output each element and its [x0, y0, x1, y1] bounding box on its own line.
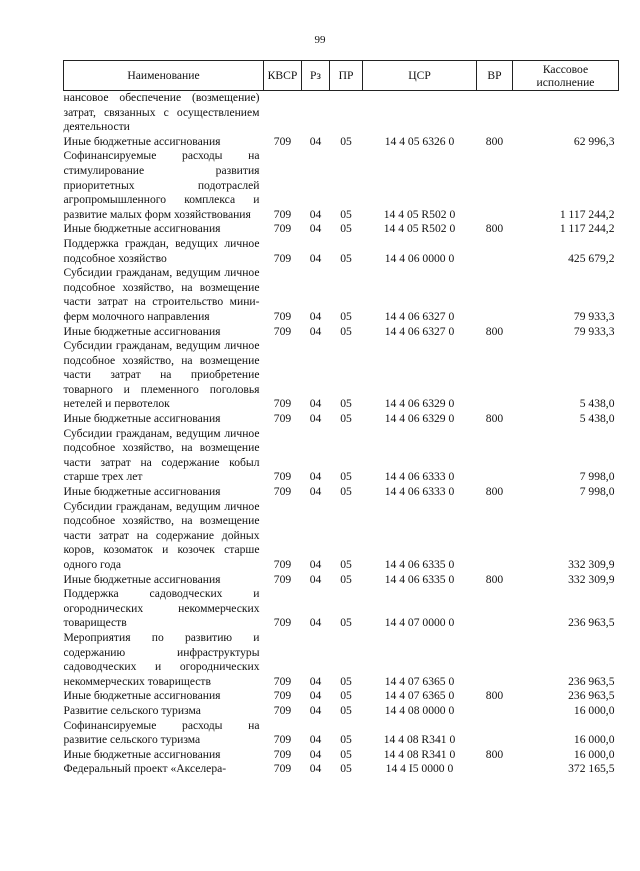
row-amount: 372 165,5 — [568, 762, 615, 776]
row-name: Субсидии гражданам, ведущим личное подсобное хозяйство, на возмещение части затрат на содержание дойных коров, козоматок и козочек старше одного года — [63, 499, 260, 571]
row-name: Поддержка граждан, ведущих личное подсобное хозяйство — [63, 236, 260, 265]
row-name: Развитие сельского туризма — [63, 703, 201, 717]
row-kvsr: 709 — [273, 134, 292, 148]
table-row — [64, 587, 619, 631]
row-vr — [477, 719, 513, 748]
row-name: Иные бюджетные ассигнования — [63, 412, 221, 426]
row-csr: 14 4 07 6365 0 — [384, 674, 455, 688]
row-amount: 16 000,0 — [573, 733, 615, 747]
row-rz: 04 — [309, 558, 322, 571]
row-vr: 800 — [485, 412, 504, 426]
row-rz: 04 — [309, 674, 322, 688]
row-vr: 800 — [485, 485, 504, 499]
row-vr: 800 — [485, 689, 504, 703]
table-row — [64, 325, 619, 340]
row-name: Федеральный проект «Акселера- — [63, 762, 227, 776]
row-vr — [477, 704, 513, 719]
row-kvsr: 709 — [273, 397, 292, 411]
table-row — [64, 266, 619, 324]
table-row — [64, 135, 619, 150]
header-rz: Рз — [302, 61, 330, 91]
row-pr: 05 — [340, 689, 352, 703]
row-name: Иные бюджетные ассигнования — [63, 324, 221, 338]
header-pr: ПР — [330, 61, 363, 91]
header-name: Наименование — [64, 61, 264, 91]
row-pr: 05 — [340, 470, 352, 484]
row-amount: 236 963,5 — [568, 674, 615, 688]
row-csr: 14 4 08 0000 0 — [384, 703, 455, 717]
row-csr: 14 4 I5 0000 0 — [385, 762, 454, 776]
row-pr: 05 — [340, 222, 352, 236]
row-amount: 62 996,3 — [573, 134, 615, 148]
row-kvsr: 709 — [273, 470, 292, 484]
row-csr: 14 4 05 R502 0 — [383, 222, 456, 236]
row-csr: 14 4 06 6333 0 — [384, 485, 455, 499]
row-kvsr: 709 — [273, 207, 292, 221]
row-rz: 04 — [309, 309, 322, 323]
row-pr: 05 — [340, 207, 352, 221]
row-name: Иные бюджетные ассигнования — [63, 222, 221, 236]
table-body — [64, 91, 619, 777]
row-csr: 14 4 07 0000 0 — [384, 616, 455, 630]
row-rz: 04 — [309, 134, 322, 148]
row-vr — [477, 266, 513, 324]
row-name: Иные бюджетные ассигнования — [63, 689, 221, 703]
row-vr: 800 — [485, 324, 504, 338]
row-pr: 05 — [340, 703, 352, 717]
row-name: Субсидии гражданам, ведущим личное подсобное хозяйство, на возмещение части затрат на приобретение товарного и племенного поголовья нетелей и первотелок — [63, 339, 260, 411]
row-rz: 04 — [309, 689, 322, 703]
row-csr: 14 4 06 6335 0 — [384, 572, 455, 586]
row-csr: 14 4 07 6365 0 — [384, 689, 455, 703]
row-csr: 14 4 06 0000 0 — [384, 251, 455, 265]
row-vr — [477, 427, 513, 485]
row-amount: 236 963,5 — [568, 616, 615, 630]
row-name: Субсидии гражданам, ведущим личное подсобное хозяйство, на возмещение части затрат на содержание кобыл старше трех лет — [63, 426, 260, 484]
row-csr: 14 4 05 6326 0 — [384, 134, 455, 148]
table-row — [64, 631, 619, 689]
row-pr: 05 — [340, 309, 352, 323]
row-pr: 05 — [340, 674, 352, 688]
row-name: Софинансируемые расходы на стимулирование развития приоритетных подотраслей агропромышленного комплекса и развитие малых форм хозяйствования — [63, 149, 260, 221]
table-row — [64, 762, 619, 777]
row-csr: 14 4 06 6329 0 — [384, 412, 455, 426]
row-pr: 05 — [340, 572, 352, 586]
row-pr: 05 — [340, 251, 352, 265]
row-amount: 5 438,0 — [579, 397, 615, 411]
row-amount: 7 998,0 — [579, 470, 615, 484]
row-pr: 05 — [340, 616, 352, 630]
row-vr: 800 — [485, 222, 504, 236]
row-rz: 04 — [309, 762, 322, 776]
row-amount: 79 933,3 — [573, 324, 615, 338]
row-kvsr: 709 — [273, 572, 292, 586]
row-amount: 79 933,3 — [573, 309, 615, 323]
row-csr — [363, 91, 477, 135]
row-kvsr: 709 — [273, 616, 292, 630]
table-row — [64, 149, 619, 222]
table-row — [64, 748, 619, 763]
row-kvsr: 709 — [273, 674, 292, 688]
row-kvsr: 709 — [273, 762, 292, 776]
table-row — [64, 500, 619, 573]
table-row — [64, 719, 619, 748]
row-kvsr: 709 — [273, 558, 292, 571]
row-rz — [302, 91, 330, 135]
row-pr: 05 — [340, 747, 352, 761]
row-amount: 1 117 244,2 — [559, 222, 615, 236]
row-name: Поддержка садоводческих и огороднических некоммерческих товариществ — [63, 587, 260, 630]
row-rz: 04 — [309, 412, 322, 426]
row-name: Мероприятия по развитию и содержанию инфраструктуры садоводческих и огороднических некоммерческих товариществ — [63, 630, 260, 688]
row-pr: 05 — [340, 485, 352, 499]
row-rz: 04 — [309, 572, 322, 586]
row-csr: 14 4 08 R341 0 — [383, 747, 456, 761]
row-amount: 1 117 244,2 — [559, 207, 615, 221]
header-amount: Кассовое исполнение — [513, 61, 619, 91]
row-amount: 7 998,0 — [579, 485, 615, 499]
row-csr: 14 4 06 6333 0 — [384, 470, 455, 484]
row-vr — [477, 149, 513, 222]
table-row — [64, 573, 619, 588]
budget-table — [63, 60, 619, 777]
row-amount: 236 963,5 — [568, 689, 615, 703]
row-csr: 14 4 06 6327 0 — [384, 309, 455, 323]
row-rz: 04 — [309, 470, 322, 484]
row-kvsr: 709 — [273, 412, 292, 426]
row-amount: 425 679,2 — [568, 251, 615, 265]
row-name: Иные бюджетные ассигнования — [63, 134, 221, 148]
row-name: Иные бюджетные ассигнования — [63, 747, 221, 761]
row-rz: 04 — [309, 616, 322, 630]
row-kvsr: 709 — [273, 733, 292, 747]
row-rz: 04 — [309, 747, 322, 761]
table-row — [64, 222, 619, 237]
row-vr: 800 — [485, 572, 504, 586]
row-rz: 04 — [309, 733, 322, 747]
row-vr — [477, 500, 513, 573]
row-amount: 332 309,9 — [568, 572, 615, 586]
row-amount — [513, 91, 619, 135]
table-row — [64, 91, 619, 135]
row-name: Субсидии гражданам, ведущим личное подсобное хозяйство, на возмещение части затрат на строительство мини-ферм молочного направления — [63, 266, 260, 323]
row-rz: 04 — [309, 324, 322, 338]
row-kvsr: 709 — [273, 485, 292, 499]
row-pr: 05 — [340, 324, 352, 338]
row-pr: 05 — [340, 762, 352, 776]
header-kvsr: КВСР — [264, 61, 302, 91]
table-row — [64, 412, 619, 427]
row-kvsr — [264, 91, 302, 135]
row-name: нансовое обеспечение (возмещение) затрат, связанных с осуществлением деятельности — [63, 91, 260, 134]
row-kvsr: 709 — [273, 222, 292, 236]
row-amount: 332 309,9 — [568, 558, 615, 571]
row-csr: 14 4 05 R502 0 — [383, 207, 456, 221]
row-vr — [477, 237, 513, 266]
row-name: Иные бюджетные ассигнования — [63, 485, 221, 499]
row-vr: 800 — [485, 134, 504, 148]
row-amount: 16 000,0 — [573, 703, 615, 717]
row-kvsr: 709 — [273, 309, 292, 323]
row-csr: 14 4 08 R341 0 — [383, 733, 456, 747]
row-rz: 04 — [309, 397, 322, 411]
row-csr: 14 4 06 6335 0 — [384, 558, 455, 571]
header-vr: ВР — [477, 61, 513, 91]
header-csr: ЦСР — [363, 61, 477, 91]
row-rz: 04 — [309, 207, 322, 221]
row-pr: 05 — [340, 134, 352, 148]
row-kvsr: 709 — [273, 703, 292, 717]
table-row — [64, 339, 619, 412]
row-pr: 05 — [340, 412, 352, 426]
row-rz: 04 — [309, 703, 322, 717]
row-vr: 800 — [485, 747, 504, 761]
row-name: Иные бюджетные ассигнования — [63, 572, 221, 586]
row-vr — [477, 631, 513, 689]
row-kvsr: 709 — [273, 747, 292, 761]
row-rz: 04 — [309, 485, 322, 499]
row-amount: 5 438,0 — [579, 412, 615, 426]
row-pr: 05 — [340, 733, 352, 747]
row-vr — [477, 762, 513, 777]
row-vr — [477, 339, 513, 412]
table-row — [64, 427, 619, 485]
page-number: 99 — [314, 34, 326, 46]
table-row — [64, 689, 619, 704]
row-pr: 05 — [340, 397, 352, 411]
table-row — [64, 704, 619, 719]
row-name: Софинансируемые расходы на развитие сельского туризма — [63, 718, 260, 747]
row-pr: 05 — [340, 558, 352, 571]
row-rz: 04 — [309, 251, 322, 265]
row-csr: 14 4 06 6327 0 — [384, 324, 455, 338]
row-rz: 04 — [309, 222, 322, 236]
row-kvsr: 709 — [273, 689, 292, 703]
row-kvsr: 709 — [273, 324, 292, 338]
row-amount: 16 000,0 — [573, 747, 615, 761]
table-row — [64, 237, 619, 266]
row-pr — [330, 91, 363, 135]
row-vr — [477, 91, 513, 135]
table-header — [64, 61, 619, 91]
row-kvsr: 709 — [273, 251, 292, 265]
table-row — [64, 485, 619, 500]
row-vr — [477, 587, 513, 631]
row-csr: 14 4 06 6329 0 — [384, 397, 455, 411]
